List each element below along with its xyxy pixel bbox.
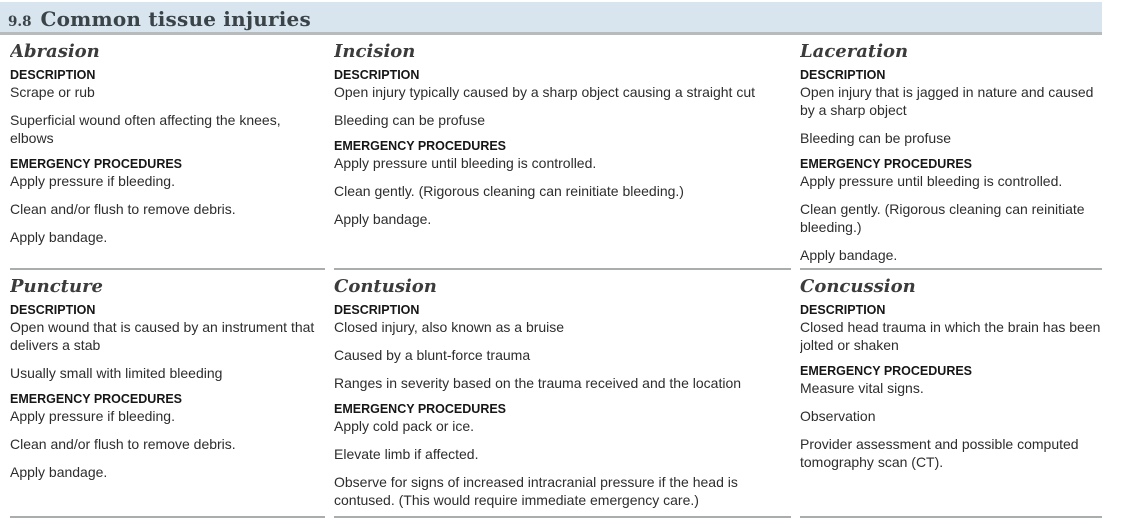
description-paragraph: Usually small with limited bleeding [10,365,223,381]
injury-cell-concussion [800,270,1102,518]
injury-cell-laceration [800,35,1102,270]
procedure-paragraph: Observation [800,408,876,424]
procedure-paragraph: Elevate limb if affected. [334,446,479,462]
procedure-paragraph: Clean and/or flush to remove debris. [10,201,236,217]
procedure-paragraphs [800,172,1102,264]
injury-name: Contusion [334,276,437,297]
description-paragraph: Open wound that is caused by an instrument that delivers a stab [10,319,315,353]
injury-table [0,35,1102,518]
description-paragraphs [800,318,1102,354]
procedures-label: EMERGENCY PROCEDURES [10,157,183,171]
injury-cell-puncture [10,270,325,518]
description-paragraph: Superficial wound often affecting the knees, elbows [10,112,281,146]
procedure-paragraphs [10,407,325,481]
injury-cell-incision [334,35,791,270]
procedures-label: EMERGENCY PROCEDURES [800,157,973,171]
procedure-paragraph: Apply pressure if bleeding. [10,173,175,189]
procedure-paragraph: Apply cold pack or ice. [334,418,475,434]
procedures-label: EMERGENCY PROCEDURES [800,364,973,378]
procedure-paragraph: Apply pressure until bleeding is controlled. [800,173,1063,189]
procedure-paragraph: Apply bandage. [10,464,108,480]
procedure-paragraph: Clean gently. (Rigorous cleaning can reinitiate bleeding.) [334,183,684,199]
description-label: DESCRIPTION [10,303,96,317]
section-title: Common tissue injuries [40,7,311,31]
procedure-paragraph: Clean and/or flush to remove debris. [10,436,236,452]
procedures-label: EMERGENCY PROCEDURES [10,392,183,406]
description-paragraph: Open injury typically caused by a sharp object causing a straight cut [334,84,756,100]
injury-name: Puncture [10,276,104,297]
procedure-paragraph: Apply pressure if bleeding. [10,408,175,424]
procedure-paragraphs [334,154,791,228]
injury-cell-abrasion [10,35,325,270]
procedure-paragraph: Provider assessment and possible computed tomography scan (CT). [800,436,1079,470]
description-paragraphs [10,318,325,382]
description-paragraph: Bleeding can be profuse [800,130,951,146]
injury-name: Incision [334,41,416,62]
injury-cell-contusion [334,270,791,518]
injury-name: Abrasion [10,41,100,62]
description-paragraph: Bleeding can be profuse [334,112,485,128]
description-paragraph: Closed head trauma in which the brain has been jolted or shaken [800,319,1101,353]
procedure-paragraph: Apply bandage. [10,229,108,245]
procedure-paragraphs [334,417,791,509]
procedure-paragraph: Observe for signs of increased intracranial pressure if the head is contused. (This would require immediate emergency care.) [334,474,738,508]
description-paragraph: Closed injury, also known as a bruise [334,319,565,335]
procedure-paragraphs [10,172,325,246]
description-label: DESCRIPTION [334,68,420,82]
page [0,2,1132,518]
procedure-paragraphs [800,379,1102,471]
procedure-paragraph: Apply bandage. [334,211,432,227]
procedure-paragraph: Apply pressure until bleeding is controlled. [334,155,597,171]
description-paragraph: Open injury that is jagged in nature and caused by a sharp object [800,84,1094,118]
description-paragraph: Scrape or rub [10,84,95,100]
description-paragraphs [334,83,791,129]
description-paragraph: Caused by a blunt-force trauma [334,347,531,363]
description-paragraphs [10,83,325,147]
description-label: DESCRIPTION [800,68,886,82]
description-label: DESCRIPTION [10,68,96,82]
section-header-band [0,2,1102,35]
injury-name: Laceration [800,41,909,62]
procedure-paragraph: Measure vital signs. [800,380,924,396]
procedures-label: EMERGENCY PROCEDURES [334,402,507,416]
procedure-paragraph: Clean gently. (Rigorous cleaning can reinitiate bleeding.) [800,201,1085,235]
description-label: DESCRIPTION [334,303,420,317]
description-paragraphs [800,83,1102,147]
procedure-paragraph: Apply bandage. [800,247,898,263]
injury-name: Concussion [800,276,916,297]
section-number: 9.8 [8,14,32,30]
description-label: DESCRIPTION [800,303,886,317]
description-paragraphs [334,318,791,392]
description-paragraph: Ranges in severity based on the trauma received and the location [334,375,742,391]
procedures-label: EMERGENCY PROCEDURES [334,139,507,153]
